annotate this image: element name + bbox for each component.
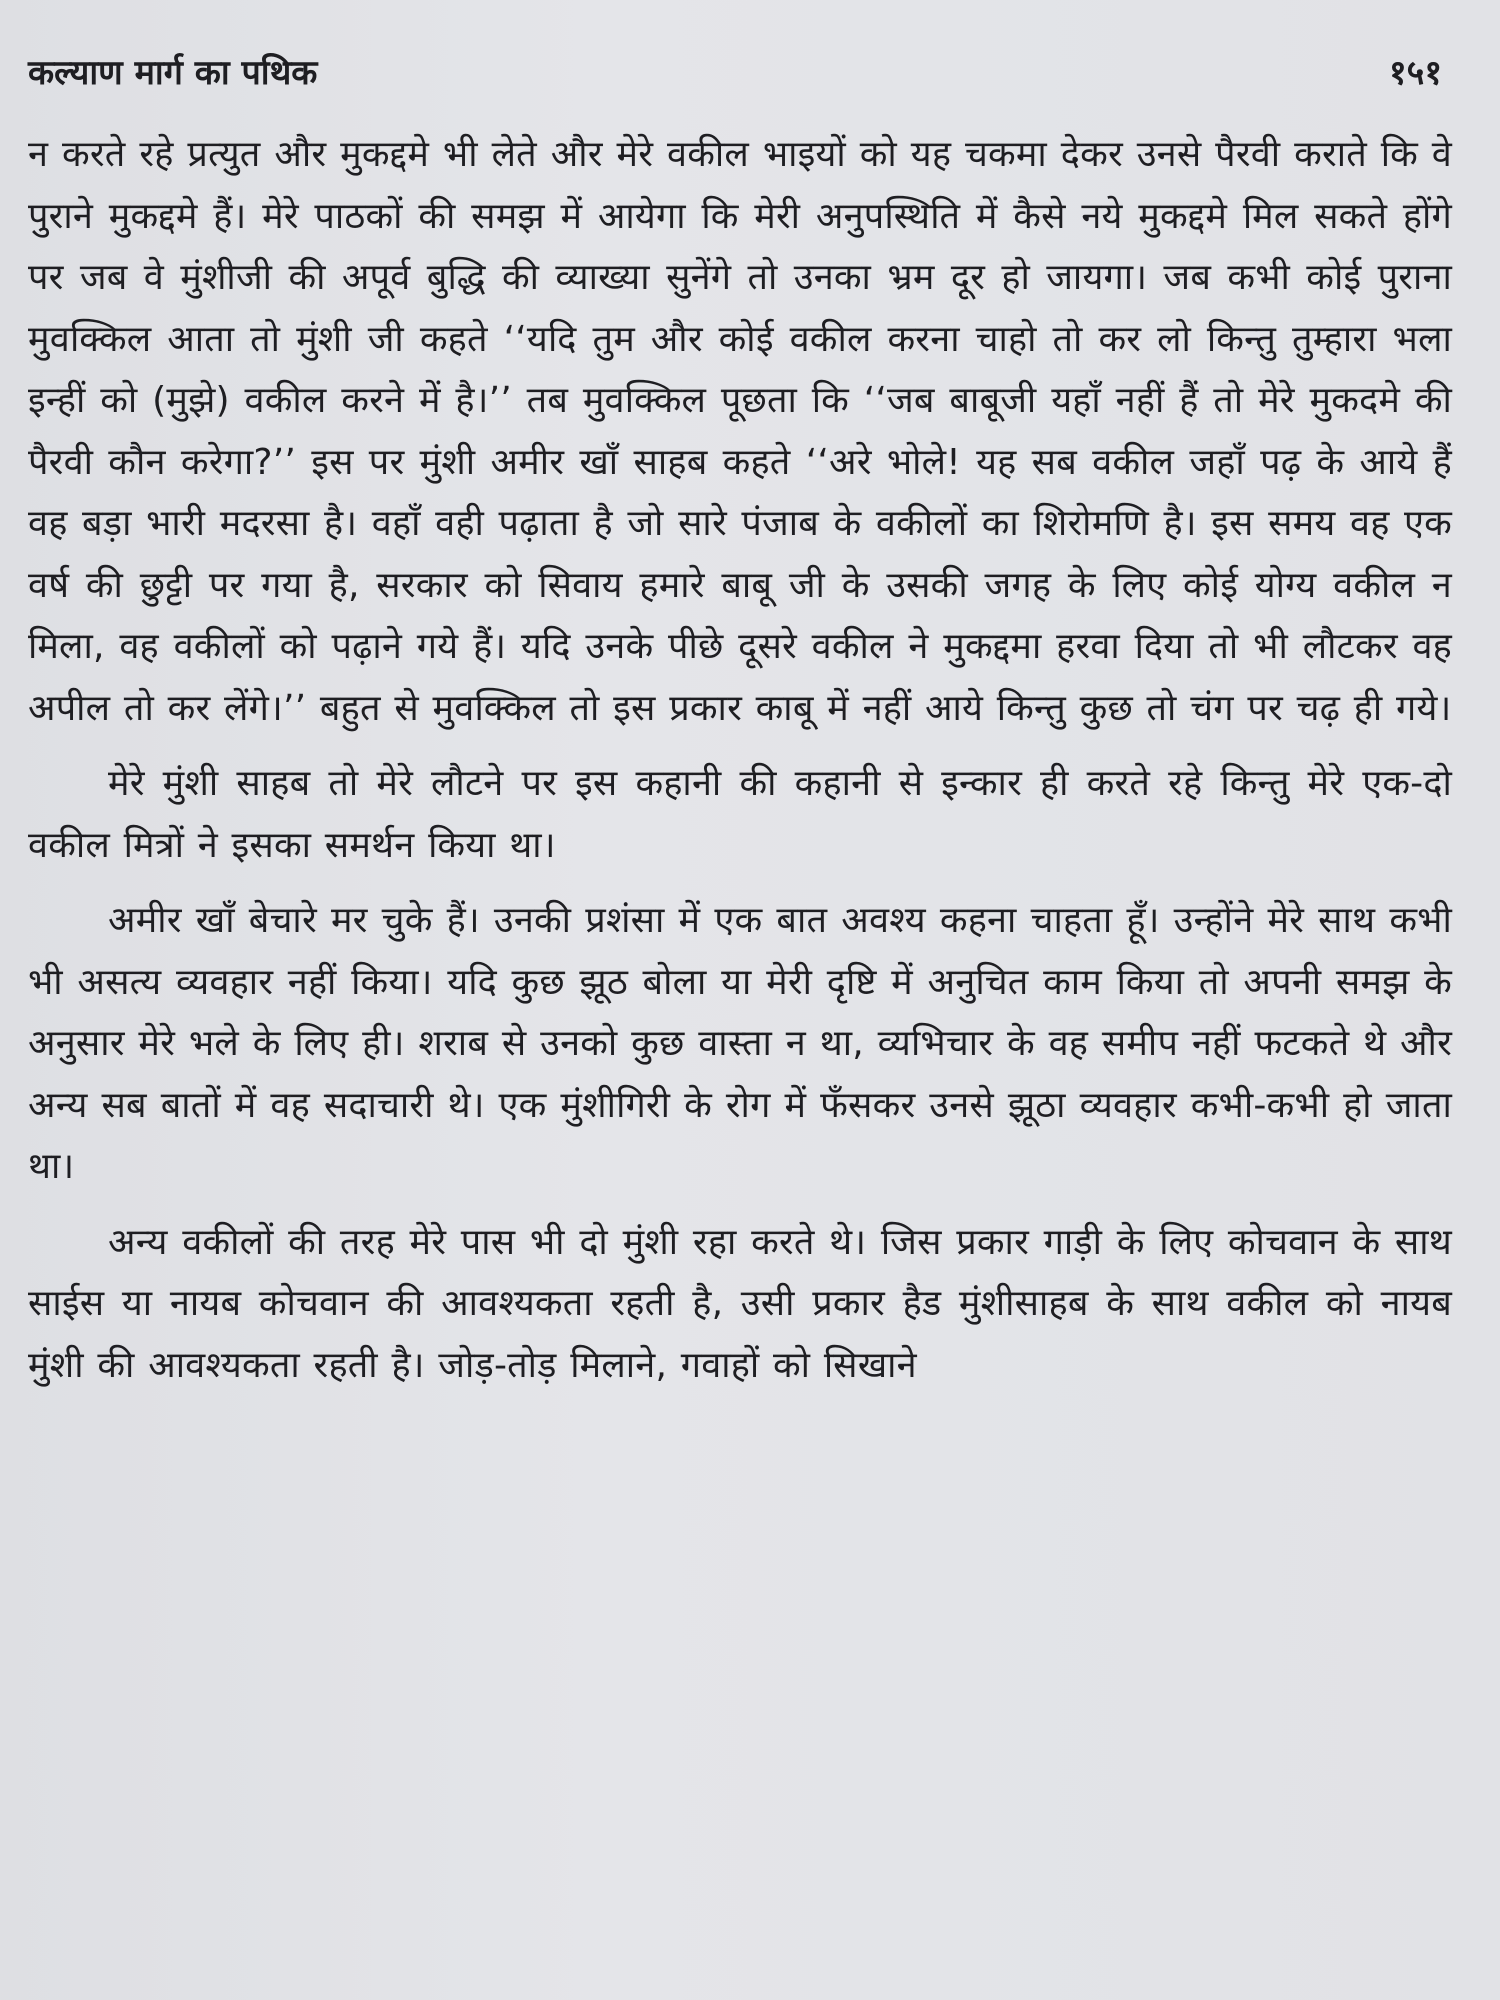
paragraph-2: मेरे मुंशी साहब तो मेरे लौटने पर इस कहानी की कहानी से इन्कार ही करते रहे किन्तु मेरे एक-दो वकील मित्रों ने इसका समर्थन किया था। <box>28 763 1452 866</box>
paragraph-4: अन्य वकीलों की तरह मेरे पास भी दो मुंशी रहा करते थे। जिस प्रकार गाड़ी के लिए कोचवान के साथ साईस या नायब कोचवान की आवश्यकता रहती है, उसी प्रकार हैड मुंशीसाहब के साथ वकील को नायब मुंशी की आवश्यकता रहती है। जोड़-तोड़ मिलाने, गवाहों को सिखाने <box>28 1221 1452 1386</box>
running-title: कल्याण मार्ग का पथिक <box>28 53 318 93</box>
paragraph-3: अमीर खाँ बेचारे मर चुके हैं। उनकी प्रशंसा में एक बात अवश्य कहना चाहता हूँ। उन्होंने मेरे साथ कभी भी असत्य व्यवहार नहीं किया। यदि कुछ झूठ बोला या मेरी दृष्टि में अनुचित काम किया तो अपनी समझ के अनुसार मेरे भले के लिए ही। शराब से उनको कुछ वास्ता न था, व्यभिचार के वह समीप नहीं फटकते थे और अन्य सब बातों में वह सदाचारी थे। एक मुंशीगिरी के रोग में फँसकर उनसे झूठा व्यवहार कभी-कभी हो जाता था। <box>28 900 1452 1187</box>
paragraph-1: न करते रहे प्रत्युत और मुकद्दमे भी लेते और मेरे वकील भाइयों को यह चकमा देकर उनसे पैरवी कराते कि वे पुराने मुकद्दमे हैं। मेरे पाठकों की समझ में आयेगा कि मेरी अनुपस्थिति में कैसे नये मुकद्दमे मिल सकते होंगे पर जब वे मुंशीजी की अपूर्व बुद्धि की व्याख्या सुनेंगे तो उनका भ्रम दूर हो जायगा। जब कभी कोई पुराना मुवक्किल आता तो मुंशी जी कहते ‘‘यदि तुम और कोई वकील करना चाहो तो कर लो किन्तु तुम्हारा भला इन्हीं को (मुझे) वकील करने में है।’’ तब मुवक्किल पूछता कि ‘‘जब बाबूजी यहाँ नहीं हैं तो मेरे मुकदमे की पैरवी कौन करेगा?’’ इस पर मुंशी अमीर खाँ साहब कहते ‘‘अरे भोले! यह सब वकील जहाँ पढ़ के आये हैं वह बड़ा भारी मदरसा है। वहाँ वही पढ़ाता है जो सारे पंजाब के वकीलों का शिरोमणि है। इस समय वह एक वर्ष की छुट्टी पर गया है, सरकार को सिवाय हमारे बाबू जी के उसकी जगह के लिए कोई योग्य वकील न मिला, वह वकीलों को पढ़ाने गये हैं। यदि उनके पीछे दूसरे वकील ने मुकद्दमा हरवा दिया तो भी लौटकर वह अपील तो कर लेंगे।’’ बहुत से मुवक्किल तो इस प्रकार काबू में नहीं आये किन्तु कुछ तो चंग पर चढ़ ही गये। <box>28 134 1452 729</box>
page-header <box>28 48 1452 112</box>
body-text <box>28 124 1452 1396</box>
page-number: १५१ <box>1388 53 1442 93</box>
